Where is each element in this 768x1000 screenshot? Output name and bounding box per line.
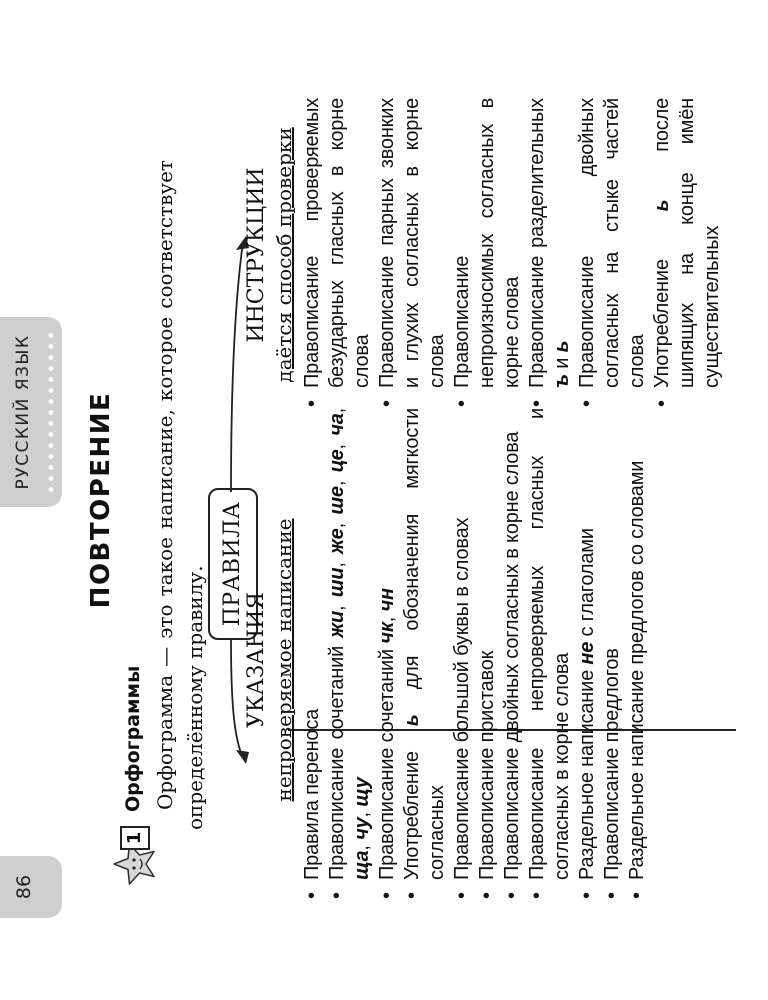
list-item: • Правописание двойных согласных на стыке частей слова (575, 98, 650, 410)
list-item: • Употребление ь после шипящих на конце имён существительных (650, 98, 725, 410)
list-item: • Правописание приставок (475, 408, 500, 902)
page-number: 86 (13, 874, 35, 900)
list-item: • Правописание двойных согласных в корне слова (500, 408, 525, 902)
list-item: • Правила переноса (300, 408, 325, 902)
list-item: • Правописание парных звонких и глухих согласных в корне слова (375, 98, 450, 410)
section-title: Орфограммы (122, 665, 144, 812)
list-item: • Раздельное написание предлогов со словами (625, 408, 650, 902)
arrow-left (231, 640, 243, 758)
list-item: • Раздельное написание не с глаголами (575, 408, 600, 902)
definition-text: Орфограмма — это такое написание, которое соответствует определённому правилу. (153, 160, 207, 830)
list-item: • Правописание сочетаний жи, ши, же, ше, це, ча, ща, чу, щу (325, 408, 375, 902)
list-item: • Правописание непроверяемых гласных и согласных в корне слова (525, 408, 575, 902)
rules-label: ПРАВИЛА (220, 501, 245, 627)
left-subheading: непроверяемое написание (272, 518, 296, 802)
right-heading: ИНСТРУКЦИИ (244, 167, 269, 343)
list-item: • Правописание проверяемых безударных гласных в корне слова (300, 98, 375, 410)
list-item: • Правописание большой буквы в словах (450, 408, 475, 902)
section-number: 1 (124, 831, 145, 845)
list-item: • Правописание предлогов (600, 408, 625, 902)
left-rules-list (300, 408, 650, 902)
list-item: • Правописание разделительных ъ и ь (525, 98, 575, 410)
page-title: ПОВТОРЕНИЕ (86, 391, 116, 609)
list-item: • Правописание сочетаний чк, чн (375, 408, 400, 902)
left-heading: УКАЗАНИЯ (244, 591, 269, 729)
right-subheading: даётся способ проверки (272, 127, 296, 383)
right-rules-list (300, 98, 725, 410)
list-item: • Правописание непроизносимых согласных в корне слова (450, 98, 525, 410)
list-item: • Употребление ь для обозначения мягкости согласных (400, 408, 450, 902)
arrow-right (231, 242, 243, 492)
subject-label: РУССКИЙ ЯЗЫК (13, 334, 33, 490)
